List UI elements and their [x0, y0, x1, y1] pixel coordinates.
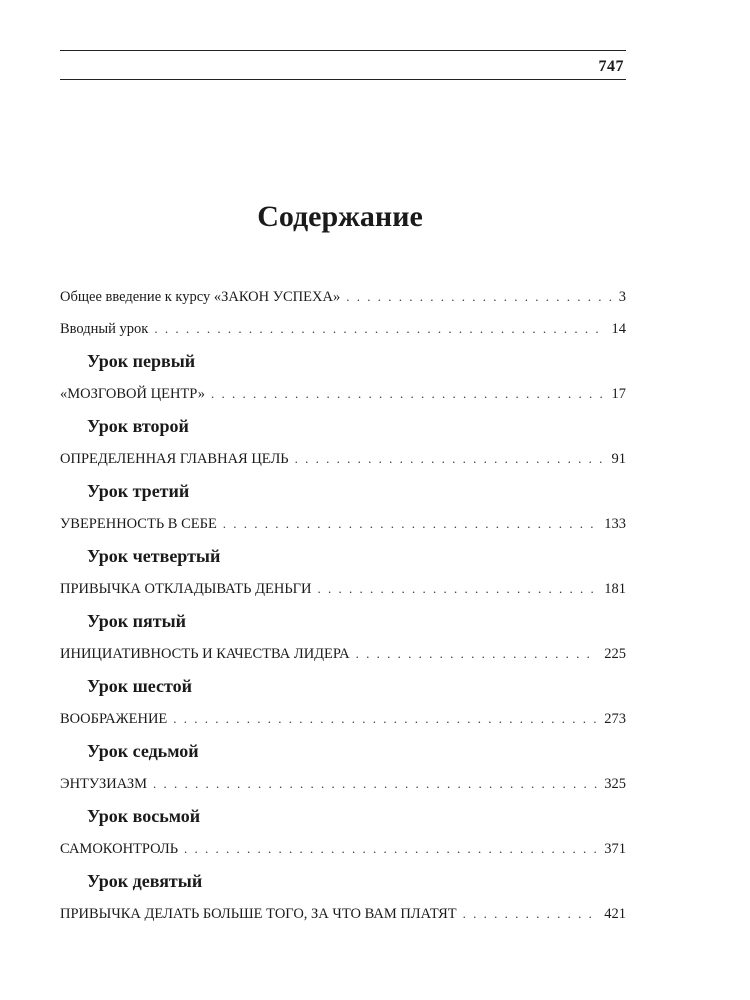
dot-leader — [223, 508, 598, 540]
header-rule-bottom — [60, 79, 626, 80]
toc-entry-lesson-8[interactable] — [60, 833, 626, 865]
toc-entry-page: 273 — [604, 711, 626, 727]
dot-leader — [295, 443, 606, 475]
page-number: 747 — [598, 58, 624, 75]
lesson-heading-4: Урок четвертый — [87, 546, 221, 566]
lesson-heading-6: Урок шестой — [87, 676, 192, 696]
toc-entry-page: 133 — [604, 516, 626, 532]
toc-entry-label: ВООБРАЖЕНИЕ — [60, 711, 168, 727]
toc-entry-intro[interactable] — [60, 281, 626, 313]
toc-entry-lesson-5[interactable] — [60, 638, 626, 670]
dot-leader — [318, 573, 599, 605]
toc-entry-label: САМОКОНТРОЛЬ — [60, 841, 179, 857]
lesson-heading-9: Урок девятый — [87, 871, 203, 891]
dot-leader — [211, 378, 606, 410]
lesson-heading-1: Урок первый — [87, 351, 196, 371]
lesson-heading-7: Урок седьмой — [87, 741, 199, 761]
dot-leader — [153, 768, 598, 800]
dot-leader — [356, 638, 599, 670]
toc-entry-page: 181 — [604, 581, 626, 597]
lesson-heading-8: Урок восьмой — [87, 806, 201, 826]
toc-entry-label: ЭНТУЗИАЗМ — [60, 776, 147, 792]
toc-entry-page: 14 — [611, 321, 626, 337]
toc-entry-lesson-3[interactable] — [60, 508, 626, 540]
toc-entry-label: ПРИВЫЧКА ДЕЛАТЬ БОЛЬШЕ ТОГО, ЗА ЧТО ВАМ ПЛАТЯТ — [60, 906, 457, 922]
toc-entry-lesson-1[interactable] — [60, 378, 626, 410]
header-rule-top — [60, 50, 626, 51]
dot-leader — [154, 313, 605, 345]
toc-entry-page: 91 — [611, 451, 626, 467]
toc-entry-page: 371 — [604, 841, 626, 857]
dot-leader — [463, 898, 599, 930]
toc-entry-page: 17 — [611, 386, 626, 402]
toc-entry-page: 325 — [604, 776, 626, 792]
toc-entry-lesson-4[interactable] — [60, 573, 626, 605]
toc-entry-label: ИНИЦИАТИВНОСТЬ И КАЧЕСТВА ЛИДЕРА — [60, 646, 350, 662]
toc-entry-label: «МОЗГОВОЙ ЦЕНТР» — [60, 386, 205, 402]
lesson-heading-5: Урок пятый — [87, 611, 186, 631]
toc-title: Содержание — [257, 200, 423, 233]
toc-entry-label: ОПРЕДЕЛЕННАЯ ГЛАВНАЯ ЦЕЛЬ — [60, 451, 289, 467]
toc-entry-label: Общее введение к курсу «ЗАКОН УСПЕХА» — [60, 289, 341, 305]
toc-entry-lesson-7[interactable] — [60, 768, 626, 800]
toc-entry-lesson-6[interactable] — [60, 703, 626, 735]
toc-entry-label: УВЕРЕННОСТЬ В СЕБЕ — [60, 516, 217, 532]
toc-entry-page: 3 — [618, 289, 626, 305]
dot-leader — [173, 703, 598, 735]
dot-leader — [346, 281, 613, 313]
dot-leader — [184, 833, 598, 865]
toc-entry-page: 225 — [604, 646, 626, 662]
table-of-contents — [60, 281, 626, 930]
lesson-heading-3: Урок третий — [87, 481, 190, 501]
lesson-heading-2: Урок второй — [87, 416, 189, 436]
toc-entry-introductory-lesson[interactable] — [60, 313, 626, 345]
toc-entry-lesson-9[interactable] — [60, 898, 626, 930]
toc-entry-lesson-2[interactable] — [60, 443, 626, 475]
toc-entry-label: ПРИВЫЧКА ОТКЛАДЫВАТЬ ДЕНЬГИ — [60, 581, 312, 597]
toc-entry-page: 421 — [604, 906, 626, 922]
toc-entry-label: Вводный урок — [60, 321, 149, 337]
